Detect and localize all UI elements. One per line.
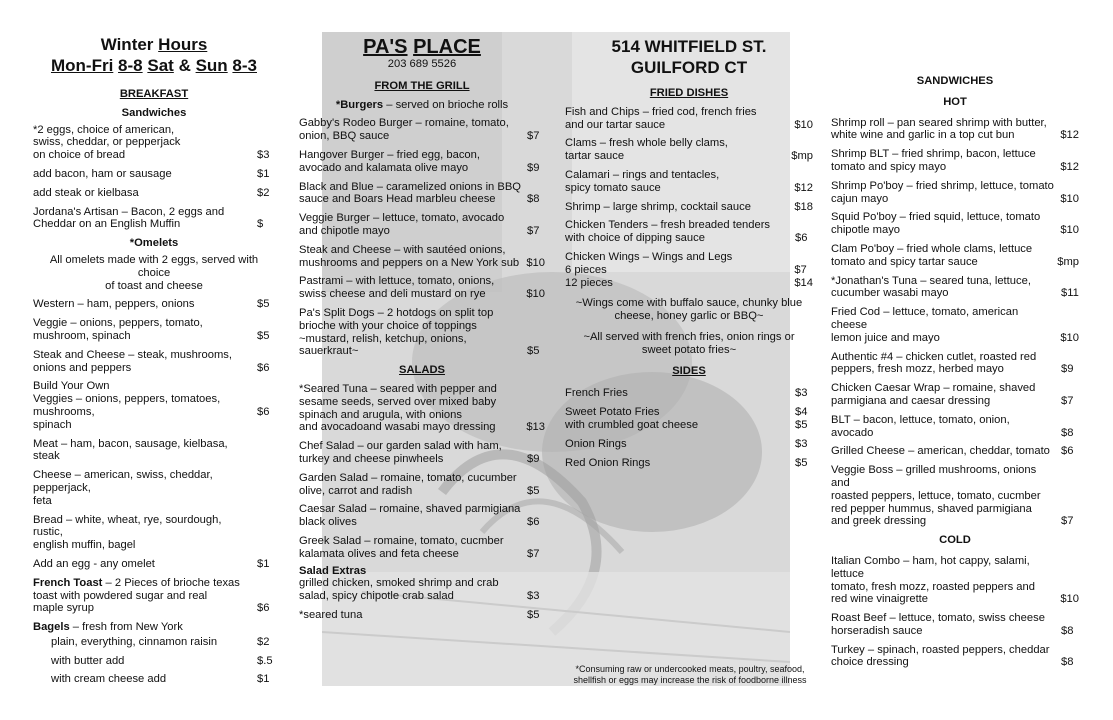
menu-item: [565, 201, 813, 214]
menu-item-price: $8: [1061, 426, 1074, 439]
menu-item: [299, 212, 545, 238]
menu-item: [565, 457, 813, 470]
menu-item: [565, 406, 813, 432]
wings-note: ~Wings come with buffalo sauce, chunky blue cheese, honey garlic or BBQ~: [575, 297, 803, 323]
sandwiches-column: [831, 71, 1079, 675]
menu-item: [51, 673, 275, 686]
menu-item-description: with cream cheese add: [51, 673, 167, 686]
menu-item: [299, 181, 545, 207]
menu-item-description: *Jonathan's Tuna – seared tuna, lettuce, cucumber wasabi mayo: [831, 274, 1031, 300]
menu-item: [565, 137, 813, 163]
menu-item-price: $6: [1061, 445, 1074, 458]
menu-item-description: Fried Cod – lettuce, tomato, american cheese lemon juice and mayo: [831, 306, 1019, 344]
menu-item: [299, 307, 545, 358]
menu-item: [831, 555, 1079, 606]
menu-item-price: $12: [1060, 129, 1079, 142]
sides-title: SIDES: [672, 364, 706, 377]
menu-item-description: Build Your Own Veggies – onions, peppers, tomatoes, mushrooms, spinach: [33, 380, 221, 431]
phone-number: 203 689 5526: [387, 58, 457, 70]
menu-item: [299, 535, 545, 561]
grill-column: [299, 36, 545, 628]
menu-item: [565, 169, 813, 195]
grill-title: FROM THE GRILL: [374, 79, 470, 92]
disclaimer: *Consuming raw or undercooked meats, poultry, seafood, shellfish or eggs may increase the risk of foodborne illness: [573, 664, 807, 685]
menu-item-price: $10: [526, 288, 545, 301]
menu-item-description: Cheese – american, swiss, cheddar, pepperjack, feta: [33, 469, 213, 507]
menu-item-description: Caesar Salad – romaine, shaved parmigiana black olives: [299, 503, 521, 529]
menu-item: [33, 298, 275, 311]
menu-item-price: $.5: [257, 654, 273, 667]
menu-item-price: $6: [795, 232, 808, 245]
menu-item-description: with butter add: [51, 654, 125, 667]
menu-item: [565, 251, 813, 289]
menu-item-description: French Fries: [565, 387, 628, 400]
menu-item-price: $3: [795, 387, 808, 400]
breakfast-sandwiches-list: [33, 124, 275, 232]
menu-item-price: $1: [257, 673, 270, 686]
omelets-title: *Omelets: [129, 237, 179, 250]
bagels-list: [33, 636, 275, 686]
menu-item-description: Squid Po'boy – fried squid, lettuce, tomato chipotle mayo: [831, 211, 1041, 237]
menu-item-description: *Seared Tuna – seared with pepper and sesame seeds, served over mixed baby spinach and arugula, with onions and avocadoand wasabi mayo dressing: [299, 382, 497, 434]
menu-item-description: Chef Salad – our garden salad with ham, turkey and cheese pinwheels: [299, 440, 502, 465]
menu-item: French Toast – 2 Pieces of brioche texas toast with powdered sugar and real maple syrup $6: [33, 576, 270, 615]
menu-item-description: Grilled Cheese – american, cheddar, tomato: [831, 445, 1050, 458]
menu-item-price: $18: [794, 200, 813, 213]
menu-item-description: Authentic #4 – chicken cutlet, roasted red peppers, fresh mozz, herbed mayo: [831, 350, 1037, 376]
salad-extras-title: Salad Extras: [299, 564, 367, 577]
menu-item: [831, 243, 1079, 269]
menu-item-price: $6: [527, 516, 540, 529]
menu-item-price: $7: [1061, 515, 1074, 528]
menu-item-description: Add an egg - any omelet: [33, 557, 155, 570]
salad-list: [299, 383, 545, 561]
menu-item-description: Shrimp BLT – fried shrimp, bacon, lettuce tomato and spicy mayo: [831, 148, 1036, 173]
menu-item-price: $8: [527, 193, 540, 206]
menu-item-price: $12: [794, 181, 813, 194]
menu-item: [299, 117, 545, 143]
menu-item-description: *seared tuna: [299, 608, 363, 621]
menu-item: [831, 211, 1079, 237]
menu-item: [33, 558, 275, 571]
menu-item-price: $5: [527, 484, 540, 497]
menu-item-description: plain, everything, cinnamon raisin: [51, 635, 218, 648]
menu-item-price: $7: [527, 547, 540, 560]
menu-item-description: Pa's Split Dogs – 2 hotdogs on split top brioche with your choice of toppings ~mustard, relish, ketchup, onions, sauerkraut~: [299, 306, 494, 358]
menu-item: [831, 644, 1079, 670]
menu-item-price: $3: [527, 590, 540, 603]
menu-item: [33, 514, 275, 552]
omelets-note: All omelets made with 2 eggs, served with choice of toast and cheese: [49, 253, 259, 292]
menu-item-price: $3: [795, 437, 808, 450]
menu-item-price: $2: [257, 186, 270, 199]
menu-item: [299, 244, 545, 270]
menu-item: [831, 275, 1079, 301]
sides-list: [565, 387, 813, 469]
menu-item-price: $5: [257, 298, 270, 311]
bagels-heading: Bagels – fresh from New York: [33, 621, 183, 634]
menu-item-description: Chicken Wings – Wings and Legs 6 pieces 12 pieces: [565, 250, 733, 289]
served-with-note: ~All served with french fries, onion rings or sweet potato fries~: [583, 330, 795, 356]
menu-item-description: Greek Salad – romaine, tomato, cucmber kalamata olives and feta cheese: [299, 534, 504, 560]
menu-item-description: Calamari – rings and tentacles, spicy tomato sauce: [565, 168, 720, 194]
menu-item: [831, 117, 1079, 143]
menu-item-description: Turkey – spinach, roasted peppers, cheddar choice dressing: [831, 643, 1050, 669]
menu-item: [299, 503, 545, 529]
menu-item-description: add steak or kielbasa: [33, 186, 139, 199]
menu-item-price: $8: [1061, 624, 1074, 637]
menu-item-description: Roast Beef – lettuce, tomato, swiss cheese horseradish sauce: [831, 612, 1045, 637]
menu-item: [33, 168, 275, 181]
menu-item: [33, 317, 275, 343]
burgers-heading: *Burgers – served on brioche rolls: [335, 98, 509, 111]
menu-item-price: $11: [1061, 287, 1079, 300]
menu-item: [831, 445, 1079, 458]
restaurant-name: PA'S PLACE: [363, 36, 481, 58]
menu-item-price: $12: [1060, 160, 1079, 173]
menu-item: [51, 655, 275, 668]
menu-item-price: $10: [794, 118, 813, 131]
menu-item-price: $8: [1061, 656, 1074, 669]
menu-item: [831, 414, 1079, 440]
menu-item-description: Shrimp roll – pan seared shrimp with butter, white wine and garlic in a top cut bun: [831, 116, 1047, 142]
menu-item: [565, 438, 813, 451]
menu-item-price: $9: [527, 161, 540, 174]
menu-item-price: $5: [527, 608, 540, 621]
hours-heading: Winter Hours Mon-Fri 8-8 Sat & Sun 8-3: [50, 35, 257, 75]
hot-title: HOT: [943, 95, 967, 108]
salads-title: SALADS: [399, 364, 445, 377]
breakfast-sandwiches-title: Sandwiches: [121, 106, 187, 119]
menu-item-description: Shrimp Po'boy – fried shrimp, lettuce, tomato cajun mayo: [831, 179, 1054, 205]
menu-item-price: $5: [527, 345, 540, 358]
menu-item-price: $9: [527, 452, 540, 465]
address: 514 WHITFIELD ST. GUILFORD CT: [611, 37, 767, 77]
menu-item-price: $7: [1061, 394, 1074, 407]
menu-item-description: Jordana's Artisan – Bacon, 2 eggs and Cheddar on an English Muffin: [33, 205, 225, 231]
menu-item-price: $10: [1060, 192, 1079, 205]
menu-item-description: Meat – ham, bacon, sausage, kielbasa, steak: [33, 437, 228, 463]
cold-sandwiches-list: [831, 555, 1079, 669]
menu-item-price: $: [257, 218, 264, 231]
menu-item-price: $2: [257, 635, 270, 648]
fried-title: FRIED DISHES: [649, 87, 729, 99]
menu-item-description: Fish and Chips – fried cod, french fries and our tartar sauce: [565, 105, 757, 131]
menu-item-description: Western – ham, peppers, onions: [33, 298, 195, 311]
menu-item-description: Pastrami – with lettuce, tomato, onions, swiss cheese and deli mustard on rye: [299, 275, 495, 301]
menu-item-description: Red Onion Rings: [565, 456, 651, 469]
salad-extras-list: [299, 577, 545, 621]
menu-item: [565, 387, 813, 400]
menu-item: [33, 380, 275, 431]
omelets-list: [33, 298, 275, 570]
menu-item-description: *2 eggs, choice of american, swiss, cheddar, or pepperjack on choice of bread: [33, 123, 181, 162]
menu-item-description: Italian Combo – ham, hot cappy, salami, lettuce tomato, fresh mozz, roasted peppers and red wine vinaigrette: [831, 554, 1035, 606]
menu-item-price: $4 $5: [795, 406, 808, 431]
menu-item-price: $1: [257, 167, 270, 180]
menu-item-description: Bread – white, wheat, rye, sourdough, rustic, english muffin, bagel: [33, 513, 222, 552]
menu-item: [33, 349, 275, 375]
menu-item: [299, 472, 545, 498]
menu-item: [299, 609, 545, 622]
menu-item: [831, 382, 1079, 408]
menu-item: [299, 383, 545, 434]
menu-item-price: $6: [257, 361, 270, 374]
menu-item: [33, 438, 275, 464]
menu-item: [831, 612, 1079, 638]
menu-item-description: Chicken Caesar Wrap – romaine, shaved parmigiana and caesar dressing: [831, 382, 1036, 407]
menu-item: [831, 148, 1079, 174]
menu-item-description: Clam Po'boy – fried whole clams, lettuce tomato and spicy tartar sauce: [831, 242, 1033, 268]
breakfast-column: [33, 34, 275, 692]
menu-item: [831, 351, 1079, 377]
menu-item: [299, 577, 545, 603]
menu-item-description: Shrimp – large shrimp, cocktail sauce: [565, 200, 751, 213]
cold-title: COLD: [939, 534, 971, 547]
menu-item-price: $7: [527, 224, 540, 237]
menu-item: [51, 636, 275, 649]
menu-item-price: $10: [1060, 331, 1079, 344]
menu-item-price: $7: [527, 130, 540, 143]
menu-item-price: $10: [1060, 224, 1079, 237]
menu-item-description: Garden Salad – romaine, tomato, cucumber olive, carrot and radish: [299, 471, 517, 497]
menu-item-description: add bacon, ham or sausage: [33, 167, 172, 180]
menu-item: [33, 469, 275, 507]
menu-item: [831, 180, 1079, 206]
menu-item: [33, 187, 275, 200]
menu-item-description: Sweet Potato Fries with crumbled goat cheese: [565, 406, 699, 431]
menu-item-price: $6: [257, 405, 270, 418]
menu-item: [33, 124, 275, 162]
menu-item: [831, 306, 1079, 344]
menu-item-description: Chicken Tenders – fresh breaded tenders with choice of dipping sauce: [565, 219, 771, 245]
menu-item-description: Steak and Cheese – steak, mushrooms, onions and peppers: [33, 348, 232, 374]
menu-item-description: grilled chicken, smoked shrimp and crab salad, spicy chipotle crab salad: [299, 577, 499, 603]
breakfast-title: BREAKFAST: [119, 88, 189, 100]
menu-item: [299, 440, 545, 466]
menu-item: [565, 106, 813, 132]
menu-item-description: Veggie – onions, peppers, tomato, mushroom, spinach: [33, 317, 203, 342]
hot-sandwiches-list: [831, 117, 1079, 529]
menu-item: [565, 219, 813, 245]
menu-item: [299, 275, 545, 301]
menu-item-price: $1: [257, 557, 270, 570]
menu-item: [33, 206, 275, 232]
menu-item-price: $3: [257, 149, 270, 162]
menu-item-price: $10: [1060, 593, 1079, 606]
menu-item-price: $10: [526, 256, 545, 269]
menu-item-description: Gabby's Rodeo Burger – romaine, tomato, onion, BBQ sauce: [299, 117, 509, 143]
menu-item-price: $9: [1061, 363, 1074, 376]
menu-item-price: $13: [526, 421, 545, 434]
menu-item-description: Veggie Boss – grilled mushrooms, onions and roasted peppers, lettuce, tomato, cucmber red pepper hummus, shaved parmigiana and greek dressing: [831, 464, 1041, 528]
fried-column: [565, 36, 813, 475]
menu-item-price: $mp: [1057, 255, 1079, 268]
menu-item-price: $mp: [791, 150, 813, 163]
menu-item-description: BLT – bacon, lettuce, tomato, onion, avocado: [831, 413, 1010, 439]
menu-item-price: $5: [795, 456, 808, 469]
menu-item-description: Veggie Burger – lettuce, tomato, avocado and chipotle mayo: [299, 212, 505, 237]
menu-item-description: Black and Blue – caramelized onions in BBQ sauce and Boars Head marbleu cheese: [299, 180, 522, 206]
grill-list: [299, 117, 545, 358]
menu-item-description: Steak and Cheese – with sautéed onions, mushrooms and peppers on a New York sub: [299, 243, 520, 269]
menu-item-description: Clams – fresh whole belly clams, tartar sauce: [565, 137, 728, 163]
menu-item: [831, 464, 1079, 528]
menu-item-price: $7 $14: [794, 263, 813, 289]
menu-item-price: $5: [257, 329, 270, 342]
menu-item-description: Onion Rings: [565, 437, 627, 450]
menu-item-description: Hangover Burger – fried egg, bacon, avocado and kalamata olive mayo: [299, 148, 480, 174]
menu-item: [299, 149, 545, 175]
sandwiches-title: SANDWICHES: [916, 75, 994, 87]
fried-list: [565, 106, 813, 290]
